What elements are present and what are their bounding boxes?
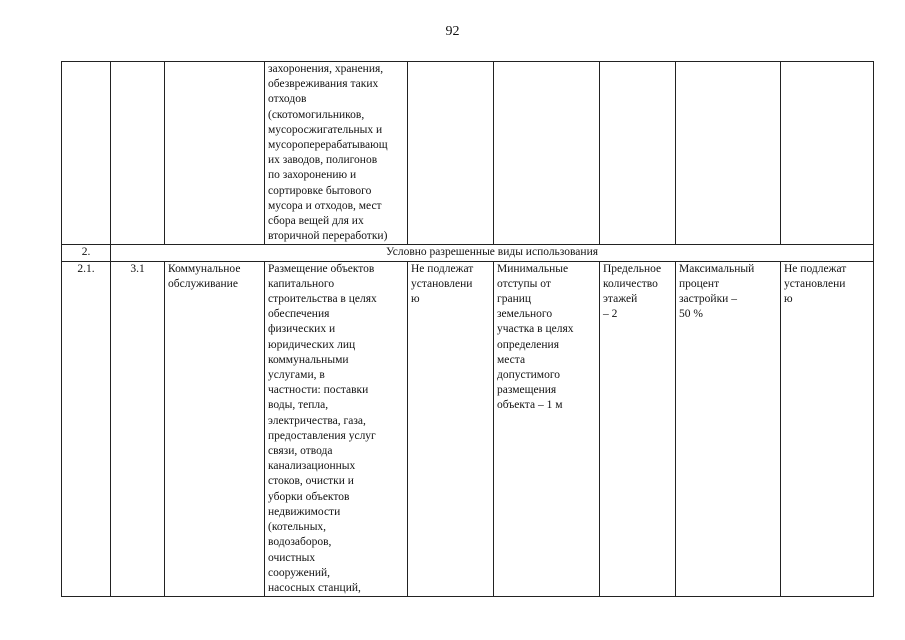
cell-min-size: Не подлежат установлени ю (408, 261, 494, 596)
section-row (62, 245, 874, 261)
cell-min-size (408, 62, 494, 245)
section-title: Условно разрешенные виды использования (111, 245, 874, 261)
page-number: 92 (445, 24, 460, 39)
cell-code: 3.1 (111, 261, 165, 596)
cell-code (111, 62, 165, 245)
cell-floors (600, 62, 676, 245)
cell-floors: Предельное количество этажей – 2 (600, 261, 676, 596)
table-row-continued (62, 62, 874, 245)
cell-coverage (676, 62, 781, 245)
section-number: 2. (62, 245, 111, 261)
table-row-2-1 (62, 261, 874, 596)
cell-number (62, 62, 111, 245)
cell-setbacks (494, 62, 600, 245)
cell-coverage: Максимальный процент застройки – 50 % (676, 261, 781, 596)
cell-use-type: Коммунальное обслуживание (165, 261, 265, 596)
cell-description: Размещение объектов капитального строительства в целях обеспечения физических и юридических лиц коммунальными услугами, в частности: поставки воды, тепла, электричества, газа, предоставления услуг связи, отвода канализационных стоков, очистки и уборки объектов недвижимости (котельных, водозаборов, очистных сооружений, насосных станций, (265, 261, 408, 596)
zoning-table (61, 61, 874, 597)
cell-number: 2.1. (62, 261, 111, 596)
cell-setbacks: Минимальные отступы от границ земельного участка в целях определения места допустимого размещения объекта – 1 м (494, 261, 600, 596)
cell-other (781, 62, 874, 245)
cell-other: Не подлежат установлени ю (781, 261, 874, 596)
cell-description: захоронения, хранения, обезвреживания таких отходов (скотомогильников, мусоросжигательных и мусороперерабатывающ их заводов, полигонов по захоронению и сортировке бытового мусора и отходов, мест сбора вещей для их вторичной переработки) (265, 62, 408, 245)
cell-use-type (165, 62, 265, 245)
